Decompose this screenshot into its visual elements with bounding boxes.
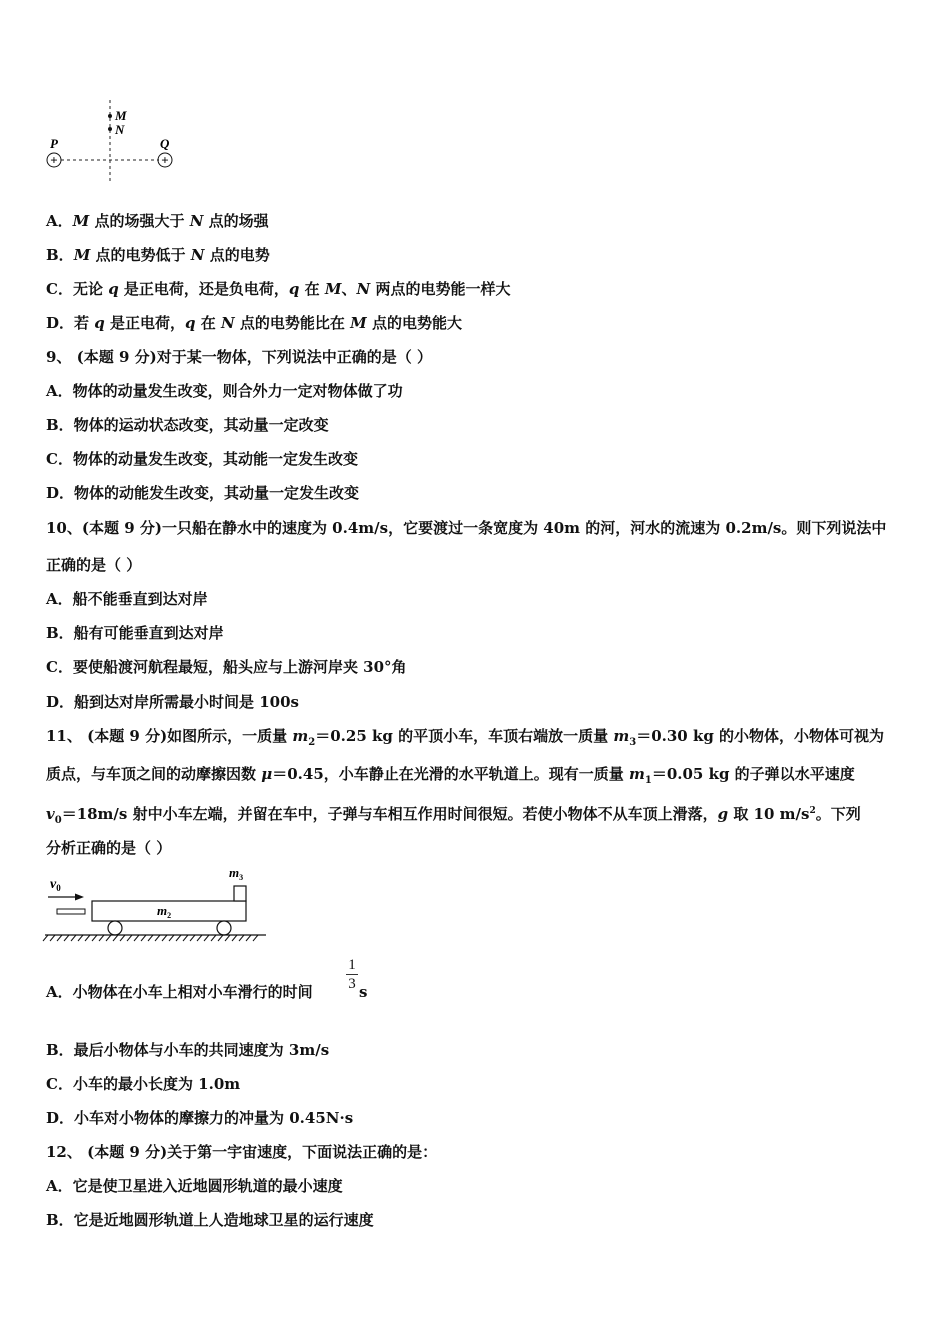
label-q: Q [160, 136, 170, 151]
hatch-mark [155, 935, 160, 941]
m3-label: $m_3$ [229, 866, 244, 882]
point-n-dot [108, 127, 112, 131]
q11-option-a-unit: s [359, 983, 368, 1001]
velocity-arrowhead [75, 894, 84, 901]
hatch-mark [225, 935, 230, 941]
q12-option-a: A．它是使卫星进入近地圆形轨道的最小速度 [46, 1177, 343, 1195]
hatch-mark [71, 935, 76, 941]
charge-p-sign: + [50, 152, 58, 168]
q12-stem: 12、 (本题 9 分)关于第一宇宙速度，下面说法正确的是： [46, 1143, 438, 1161]
q11-stem-line2: 质点，与车顶之间的动摩擦因数 μ＝0.45，小车静止在光滑的水平轨道上。现有一质量 $m_1=0.05$ kg 的子弹以水平速度 [46, 765, 855, 786]
bullet [57, 909, 85, 914]
hatch-mark [211, 935, 216, 941]
hatch-mark [197, 935, 202, 941]
fraction-numerator: 1 [348, 957, 356, 973]
q11-option-c: C．小车的最小长度为 1.0m [46, 1075, 241, 1093]
q8-option-c: C．无论 q 是正电荷，还是负电荷，q 在 M、N 两点的电势能一样大 [46, 280, 511, 298]
hatch-mark [162, 935, 167, 941]
hatch-mark [92, 935, 97, 941]
q8-option-b: B．M 点的电势低于 N 点的电势 [46, 246, 270, 264]
q10-stem-line1: 10、(本题 9 分)一只船在静水中的速度为 0.4m/s，它要渡过一条宽度为 40m 的河，河水的流速为 0.2m/s。则下列说法中 [46, 519, 887, 537]
hatch-mark [176, 935, 181, 941]
q9-option-b: B．物体的运动状态改变，其动量一定改变 [46, 416, 329, 434]
hatch-mark [190, 935, 195, 941]
q10-stem-line2: 正确的是（ ） [46, 556, 142, 574]
hatch-mark [127, 935, 132, 941]
q10-option-a: A．船不能垂直到达对岸 [46, 590, 208, 608]
hatch-mark [106, 935, 111, 941]
q11-stem-line4: 分析正确的是（ ） [46, 839, 172, 857]
fraction-denominator: 3 [348, 976, 356, 992]
ground-hatching [43, 935, 258, 941]
hatch-mark [113, 935, 118, 941]
v0-label: $v_0$ [50, 877, 61, 893]
hatch-mark [57, 935, 62, 941]
hatch-mark [99, 935, 104, 941]
hatch-mark [246, 935, 251, 941]
hatch-mark [85, 935, 90, 941]
label-m: M [115, 108, 127, 123]
hatch-mark [134, 935, 139, 941]
hatch-mark [64, 935, 69, 941]
hatch-mark [169, 935, 174, 941]
q11-stem-line3: $v_0=18m/s$ 射中小车左端，并留在车中，子弹与车相互作用时间很短。若使小物体不从车顶上滑落，g 取 10 $m/s^2$。下列 [46, 805, 861, 826]
q11-option-b: B．最后小物体与小车的共同速度为 3m/s [46, 1041, 330, 1059]
hatch-mark [183, 935, 188, 941]
hatch-mark [218, 935, 223, 941]
q9-option-d: D．物体的动能发生改变，其动量一定发生改变 [46, 484, 360, 502]
q12-option-b: B．它是近地圆形轨道上人造地球卫星的运行速度 [46, 1211, 374, 1229]
q8-option-d: D．若 q 是正电荷，q 在 N 点的电势能比在 M 点的电势能大 [46, 314, 462, 332]
charge-q-sign: + [161, 152, 169, 168]
label-p: P [50, 136, 58, 151]
q11-option-a: A．小物体在小车上相对小车滑行的时间 [46, 983, 313, 1001]
charge-diagram [40, 98, 180, 188]
hatch-mark [43, 935, 48, 941]
cart-diagram [40, 866, 270, 946]
hatch-mark [78, 935, 83, 941]
q10-option-b: B．船有可能垂直到达对岸 [46, 624, 224, 642]
hatch-mark [141, 935, 146, 941]
q11-stem-line1: 11、 (本题 9 分)如图所示，一质量 $m_2=0.25$ kg 的平顶小车，车顶右端放一质量 $m_3=0.30$ kg 的小物体，小物体可视为 [46, 727, 885, 748]
hatch-mark [232, 935, 237, 941]
hatch-mark [120, 935, 125, 941]
wheel-left [108, 921, 122, 935]
block-m3 [234, 886, 246, 901]
point-m-dot [108, 114, 112, 118]
m2-label: $m_2$ [157, 903, 172, 920]
q10-option-d: D．船到达对岸所需最小时间是 100s [46, 693, 299, 711]
q10-option-c: C．要使船渡河航程最短，船头应与上游河岸夹 30°角 [46, 658, 407, 676]
hatch-mark [239, 935, 244, 941]
q9-option-a: A．物体的动量发生改变，则合外力一定对物体做了功 [46, 382, 403, 400]
hatch-mark [50, 935, 55, 941]
hatch-mark [148, 935, 153, 941]
fraction-one-third [345, 956, 359, 993]
q9-option-c: C．物体的动量发生改变，其动能一定发生改变 [46, 450, 358, 468]
wheel-right [217, 921, 231, 935]
hatch-mark [204, 935, 209, 941]
q11-option-d: D．小车对小物体的摩擦力的冲量为 0.45N·s [46, 1109, 354, 1127]
q8-option-a: A．M 点的场强大于 N 点的场强 [46, 212, 269, 230]
q9-stem: 9、 (本题 9 分)对于某一物体，下列说法中正确的是（ ） [46, 348, 432, 366]
label-n: N [115, 122, 125, 137]
hatch-mark [253, 935, 258, 941]
